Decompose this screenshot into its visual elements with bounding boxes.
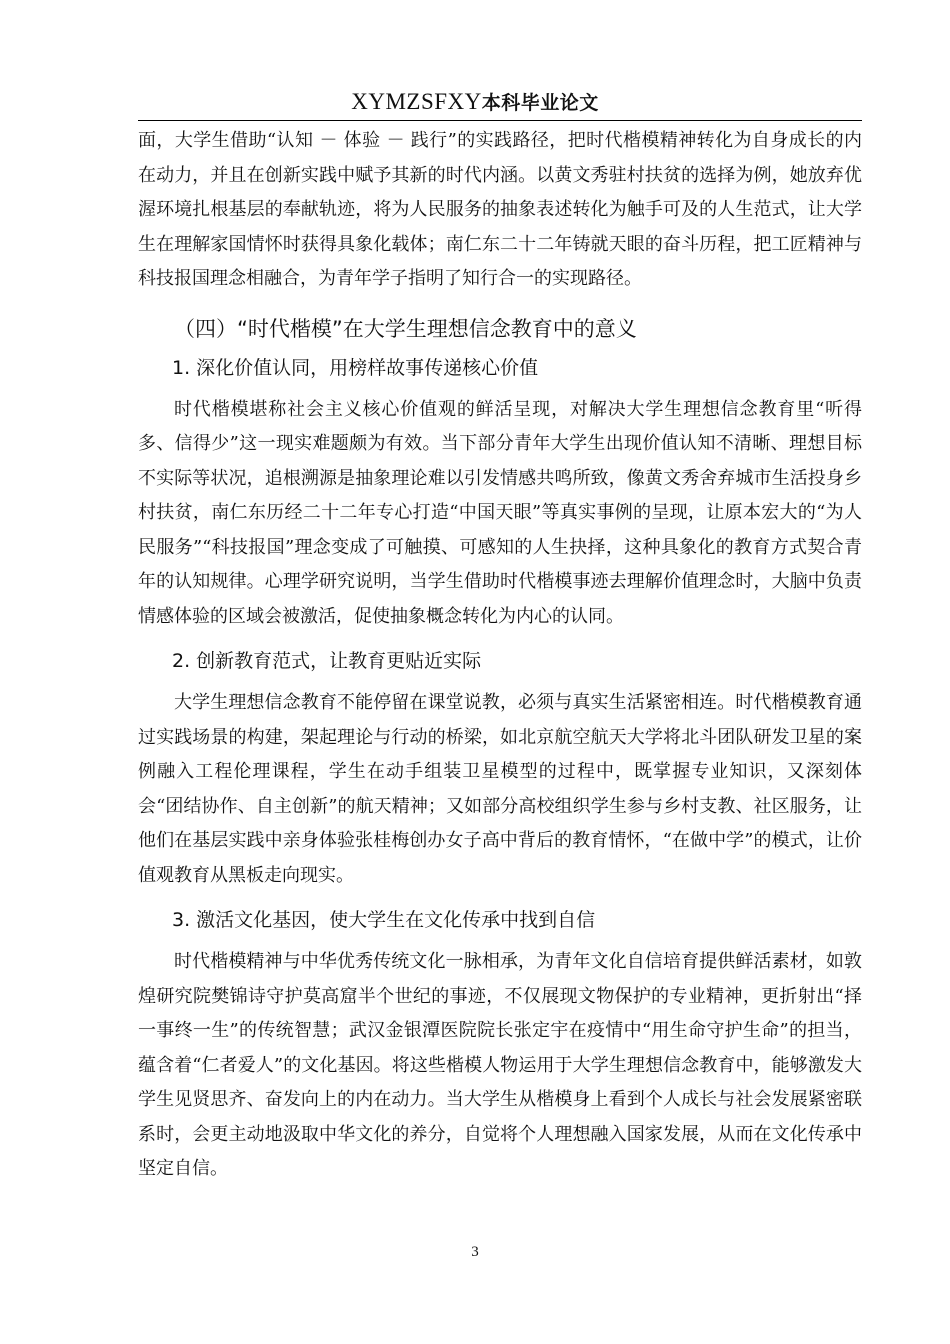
subsection-heading-1: 1. 深化价值认同，用榜样故事传递核心价值 (172, 356, 539, 379)
header-title-en: XYMZSFXY (351, 89, 482, 114)
subsection-paragraph-2: 大学生理想信念教育不能停留在课堂说教，必须与真实生活紧密相连。时代楷模教育通过实践场景的构建，架起理论与行动的桥梁，如北京航空航天大学将北斗团队研发卫星的案例融入工程伦理课程，学生在动手组装卫星模型的过程中，既掌握专业知识，又深刻体会“团结协作、自主创新”的航天精神；又如部分高校组织学生参与乡村支教、社区服务，让他们在基层实践中亲身体验张桂梅创办女子高中背后的教育情怀，“在做中学”的模式，让价值观教育从黑板走向现实。 (138, 692, 862, 886)
section-heading: （四）“时代楷模”在大学生理想信念教育中的意义 (174, 316, 637, 341)
page-number: 3 (471, 1244, 479, 1260)
intro-paragraph: 面，大学生借助“认知 － 体验 － 践行”的实践路径，把时代楷模精神转化为自身成长的内在动力，并且在创新实践中赋予其新的时代内涵。以黄文秀驻村扶贫的选择为例，她放弃优渥环境扎根基层的奉献轨迹，将为人民服务的抽象表述转化为触手可及的人生范式，让大学生在理解家国情怀时获得具象化载体；南仁东二十二年铸就天眼的奋斗历程，把工匠精神与科技报国理念相融合，为青年学子指明了知行合一的实现路径。 (138, 130, 862, 289)
page-body (138, 124, 862, 1187)
subsection-heading-3: 3. 激活文化基因，使大学生在文化传承中找到自信 (172, 909, 596, 931)
header-rule (138, 120, 862, 121)
subsection-paragraph-3: 时代楷模精神与中华优秀传统文化一脉相承，为青年文化自信培育提供鲜活素材，如敦煌研究院樊锦诗守护莫高窟半个世纪的事迹，不仅展现文物保护的专业精神，更折射出“择一事终一生”的传统智慧；武汉金银潭医院院长张定宇在疫情中“用生命守护生命”的担当，蕴含着“仁者爱人”的文化基因。将这些楷模人物运用于大学生理想信念教育中，能够激发大学生见贤思齐、奋发向上的内在动力。当大学生从楷模身上看到个人成长与社会发展紧密联系时，会更主动地汲取中华文化的养分，自觉将个人理想融入国家发展，从而在文化传承中坚定自信。 (138, 951, 862, 1179)
header-title-zh: 本科毕业论文 (481, 92, 599, 114)
subsection-paragraph-1: 时代楷模堪称社会主义核心价值观的鲜活呈现，对解决大学生理想信念教育里“听得多、信得少”这一现实难题颇为有效。当下部分青年大学生出现价值认知不清晰、理想目标不实际等状况，追根溯源是抽象理论难以引发情感共鸣所致，像黄文秀舍弃城市生活投身乡村扶贫，南仁东历经二十二年专心打造“中国天眼”等真实事例的呈现，让原本宏大的“为人民服务”“科技报国”理念变成了可触摸、可感知的人生抉择，这种具象化的教育方式契合青年的认知规律。心理学研究说明，当学生借助时代楷模事迹去理解价值理念时，大脑中负责情感体验的区域会被激活，促使抽象概念转化为内心的认同。 (138, 398, 862, 627)
running-header (0, 88, 950, 118)
subsection-heading-2: 2. 创新教育范式，让教育更贴近实际 (172, 650, 482, 672)
